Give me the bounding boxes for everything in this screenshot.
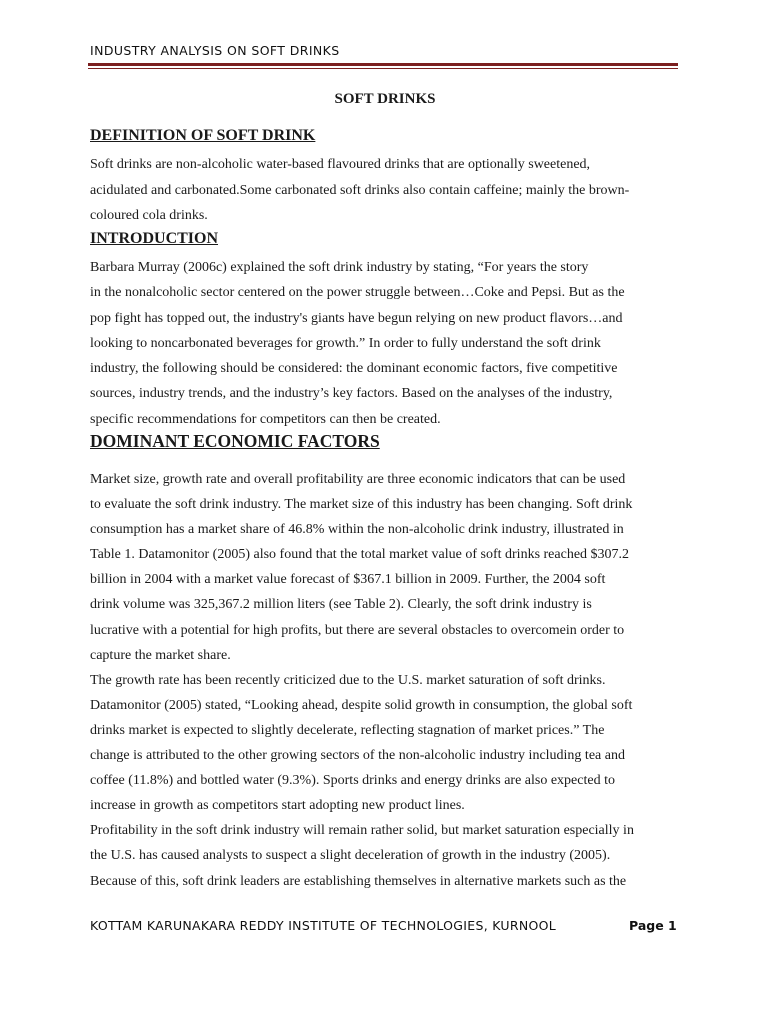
paragraph-line: capture the market share. — [90, 647, 231, 663]
paragraph-line: The growth rate has been recently criticized due to the U.S. market saturation of soft drinks. — [90, 672, 606, 688]
introduction-heading: INTRODUCTION — [90, 230, 219, 247]
paragraph-line: Table 1. Datamonitor (2005) also found that the total market value of soft drinks reached $307.2 — [90, 547, 630, 563]
running-header: INDUSTRY ANALYSIS ON SOFT DRINKS — [90, 43, 340, 58]
paragraph-line: coffee (11.8%) and bottled water (9.3%). Sports drinks and energy drinks are also expected to — [90, 773, 615, 789]
header-rule-thick — [88, 63, 678, 66]
paragraph-line: pop fight has topped out, the industry's giants have begun relying on new product flavors…and — [90, 310, 623, 326]
footer-institution: KOTTAM KARUNAKARA REDDY INSTITUTE OF TECHNOLOGIES, KURNOOL — [90, 918, 557, 933]
definition-heading: DEFINITION OF SOFT DRINK — [90, 127, 316, 144]
paragraph-line: acidulated and carbonated.Some carbonated soft drinks also contain caffeine; mainly the brown- — [90, 182, 630, 198]
paragraph-line: Datamonitor (2005) stated, “Looking ahead, despite solid growth in consumption, the global soft — [90, 697, 633, 713]
paragraph-line: Because of this, soft drink leaders are establishing themselves in alternative markets such as the — [90, 873, 627, 889]
paragraph-line: in the nonalcoholic sector centered on the power struggle between…Coke and Pepsi. But as the — [90, 285, 625, 301]
dominant-factors-heading: DOMINANT ECONOMIC FACTORS — [90, 431, 380, 451]
paragraph-line: increase in growth as competitors start adopting new product lines. — [90, 798, 465, 814]
paragraph-line: billion in 2004 with a market value forecast of $367.1 billion in 2009. Further, the 2004 soft — [90, 572, 606, 588]
paragraph-line: drink volume was 325,367.2 million liters (see Table 2). Clearly, the soft drink industry is — [90, 597, 592, 613]
footer-page-number: Page 1 — [629, 918, 677, 933]
paragraph-line: the U.S. has caused analysts to suspect a slight deceleration of growth in the industry (2005). — [90, 848, 611, 864]
paragraph-line: Barbara Murray (2006c) explained the soft drink industry by stating, “For years the story — [90, 260, 589, 275]
paragraph-line: industry, the following should be considered: the dominant economic factors, five competitive — [90, 361, 618, 377]
paragraph-line: coloured cola drinks. — [90, 208, 208, 223]
paragraph-line: change is attributed to the other growing sectors of the non-alcoholic industry including tea and — [90, 748, 625, 764]
paragraph-line: looking to noncarbonated beverages for growth.” In order to fully understand the soft drink — [90, 335, 601, 351]
paragraph-line: drinks market is expected to slightly decelerate, reflecting stagnation of market prices.” The — [90, 722, 605, 738]
header-rule-thin — [88, 68, 678, 69]
paragraph-line: sources, industry trends, and the industry’s key factors. Based on the analyses of the industry, — [90, 386, 613, 402]
definition-paragraph — [90, 152, 680, 229]
paragraph-line: Profitability in the soft drink industry will remain rather solid, but market saturation especially in — [90, 823, 634, 839]
paragraph-line: to evaluate the soft drink industry. The market size of this industry has been changing. Soft drink — [90, 497, 633, 513]
paragraph-line: lucrative with a potential for high profits, but there are several obstacles to overcomein order to — [90, 622, 625, 638]
paragraph-line: specific recommendations for competitors can then be created. — [90, 411, 441, 427]
dominant-factors-paragraph — [90, 467, 680, 894]
introduction-paragraph — [90, 255, 680, 432]
paragraph-line: Soft drinks are non-alcoholic water-based flavoured drinks that are optionally sweetened, — [90, 157, 591, 172]
paragraph-line: consumption has a market share of 46.8% within the non-alcoholic drink industry, illustrated in — [90, 522, 624, 538]
document-title: SOFT DRINKS — [334, 91, 436, 107]
paragraph-line: Market size, growth rate and overall profitability are three economic indicators that can be used — [90, 472, 626, 487]
